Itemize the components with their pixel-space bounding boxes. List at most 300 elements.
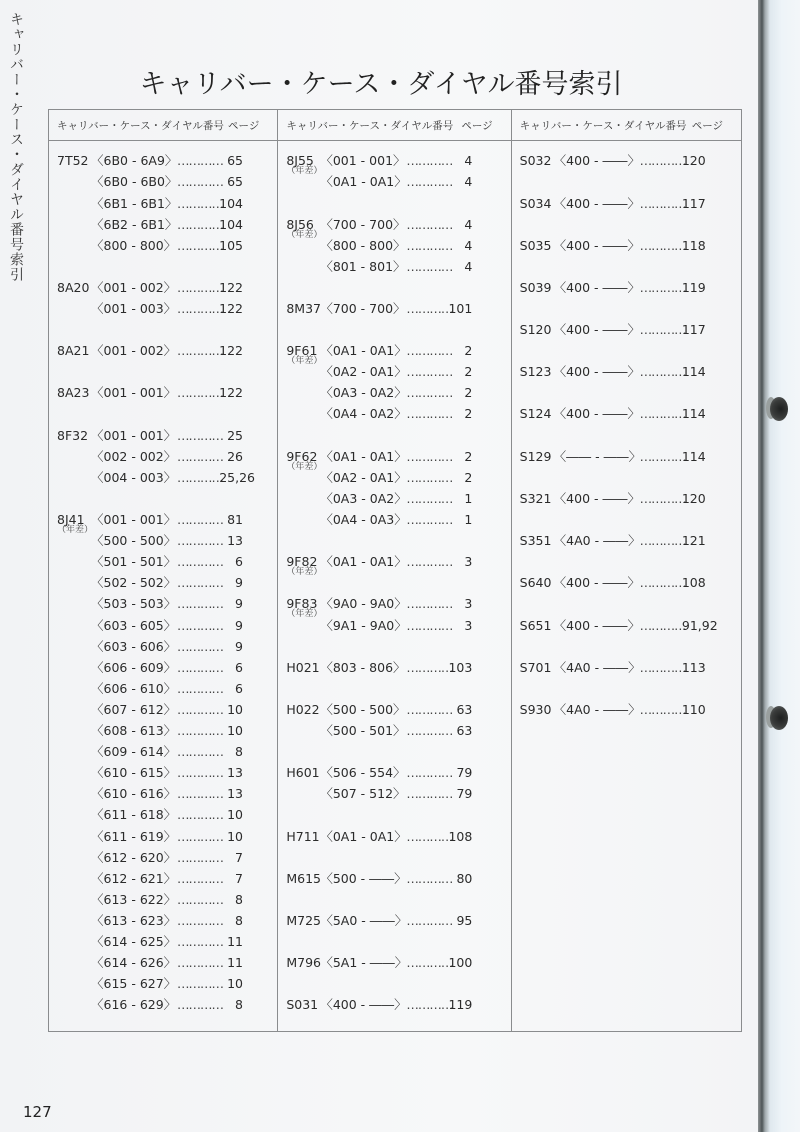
page-reference: 7 [235, 850, 243, 865]
page-reference: 65 [227, 153, 243, 168]
page-title: キャリバー・ケース・ダイヤル番号索引 [139, 69, 623, 100]
case-dial-code: 〈615 - 627〉 [91, 976, 177, 991]
case-dial-code: 〈502 - 502〉 [91, 575, 177, 590]
caliber-number: S124 [519, 406, 552, 421]
case-dial-code: 〈800 - 800〉 [91, 238, 177, 253]
page-reference: 25 [227, 428, 243, 443]
page-reference: 3 [464, 618, 473, 633]
leader-dots: ………… [177, 786, 223, 801]
index-entry [49, 572, 277, 593]
index-entry [512, 530, 741, 551]
caliber-number: S120 [519, 322, 552, 337]
page-reference: 91,92 [681, 618, 718, 633]
leader-dots: ………… [177, 470, 223, 485]
page-reference: 122 [219, 343, 243, 358]
case-dial-code: 〈700 - 700〉 [320, 217, 406, 232]
leader-dots: ………… [406, 153, 453, 168]
case-dial-code: 〈612 - 621〉 [91, 871, 177, 886]
page-reference: 114 [681, 449, 706, 464]
case-dial-code: 〈6B1 - 6B1〉 [91, 196, 178, 211]
leader-dots: ………… [177, 871, 223, 886]
leader-dots: ………… [177, 343, 223, 358]
page-reference: 10 [227, 829, 243, 844]
header-page: ページ [461, 119, 493, 132]
case-dial-code: 〈400 - ――〉 [553, 196, 640, 211]
leader-dots: ………… [639, 533, 686, 548]
annual-accuracy-note: （年差） [286, 567, 323, 577]
case-dial-code: 〈803 - 806〉 [320, 660, 406, 675]
annual-accuracy-note: （年差） [286, 462, 323, 472]
page-reference: 1 [464, 491, 473, 506]
page-reference: 10 [227, 976, 243, 991]
page-reference: 63 [456, 702, 473, 717]
leader-dots: ………… [406, 955, 453, 970]
leader-dots: ………… [406, 723, 453, 738]
page-reference: 119 [448, 997, 473, 1012]
leader-dots: ………… [639, 322, 686, 337]
index-entry [278, 699, 510, 720]
leader-dots: ………… [406, 512, 453, 527]
leader-dots: ………… [406, 913, 453, 928]
page-reference: 4 [464, 259, 473, 274]
header-label: キャリバー・ケース・ダイヤル番号 [519, 119, 687, 132]
index-entry [278, 868, 510, 889]
page-reference: 81 [227, 512, 243, 527]
caliber-number: S039 [519, 280, 552, 295]
page-reference: 100 [448, 955, 473, 970]
leader-dots: ………… [639, 406, 686, 421]
case-dial-code: 〈609 - 614〉 [91, 744, 177, 759]
index-entry [512, 403, 741, 424]
page-reference: 120 [681, 491, 706, 506]
leader-dots: ………… [406, 829, 453, 844]
index-entry [49, 425, 277, 446]
case-dial-code: 〈400 - ――〉 [553, 491, 640, 506]
index-entry [49, 298, 277, 319]
case-dial-code: 〈700 - 700〉 [320, 301, 406, 316]
leader-dots: ………… [177, 428, 223, 443]
page-reference: 79 [456, 786, 473, 801]
case-dial-code: 〈400 - ――〉 [553, 575, 640, 590]
page-reference: 4 [464, 153, 473, 168]
leader-dots: ………… [406, 364, 453, 379]
caliber-number: H021 [286, 660, 320, 675]
index-entry [278, 657, 510, 678]
caliber-number: M725 [286, 913, 321, 928]
index-entry [278, 615, 510, 636]
leader-dots: ………… [639, 449, 686, 464]
index-entry [278, 551, 510, 577]
case-dial-code: 〈611 - 618〉 [91, 807, 177, 822]
index-entry [49, 762, 277, 783]
page-reference: 104 [219, 217, 243, 232]
case-dial-code: 〈610 - 615〉 [91, 765, 177, 780]
leader-dots: ………… [406, 217, 453, 232]
leader-dots: ………… [406, 470, 453, 485]
caliber-number: H601 [286, 765, 320, 780]
case-dial-code: 〈400 - ――〉 [553, 280, 640, 295]
case-dial-code: 〈004 - 003〉 [91, 470, 177, 485]
page-reference: 9 [235, 639, 243, 654]
page-reference: 114 [681, 406, 706, 421]
index-entry [278, 910, 510, 931]
index-entry [512, 319, 741, 340]
caliber-number: 9F61 [286, 343, 318, 358]
case-dial-code: 〈500 - 501〉 [320, 723, 406, 738]
case-dial-code: 〈0A1 - 0A1〉 [320, 829, 407, 844]
page-reference: 108 [681, 575, 706, 590]
case-dial-code: 〈613 - 623〉 [91, 913, 177, 928]
leader-dots: ………… [177, 575, 223, 590]
index-entry [49, 340, 277, 361]
page-reference: 1 [464, 512, 473, 527]
page-reference: 121 [681, 533, 706, 548]
index-entry [49, 699, 277, 720]
header-label: キャリバー・ケース・ダイヤル番号 [57, 119, 224, 132]
case-dial-code: 〈4A0 - ――〉 [553, 702, 641, 717]
page-reference: 2 [464, 343, 473, 358]
leader-dots: ………… [639, 702, 686, 717]
case-dial-code: 〈5A0 - ――〉 [320, 913, 408, 928]
page-reference: 25,26 [219, 470, 255, 485]
index-entry [512, 488, 741, 509]
header-label: キャリバー・ケース・ダイヤル番号 [286, 119, 454, 132]
page-reference: 117 [681, 196, 706, 211]
caliber-number: S123 [519, 364, 552, 379]
index-entry [49, 636, 277, 657]
leader-dots: ………… [406, 618, 453, 633]
index-entry [278, 361, 510, 382]
index-entry [278, 467, 510, 488]
caliber-number: S032 [519, 153, 552, 168]
index-entry [49, 973, 277, 994]
leader-dots: ………… [177, 702, 223, 717]
page-reference: 79 [456, 765, 473, 780]
leader-dots: ………… [177, 301, 223, 316]
index-entry [512, 446, 741, 467]
case-dial-code: 〈400 - ――〉 [553, 364, 640, 379]
caliber-number: M615 [286, 871, 321, 886]
leader-dots: ………… [406, 343, 453, 358]
page-reference: 117 [681, 322, 706, 337]
case-dial-code: 〈612 - 620〉 [91, 850, 177, 865]
leader-dots: ………… [406, 449, 453, 464]
case-dial-code: 〈613 - 622〉 [91, 892, 177, 907]
index-entry [278, 952, 510, 973]
column-header [278, 110, 510, 141]
index-entry [49, 678, 277, 699]
case-dial-code: 〈001 - 001〉 [91, 428, 177, 443]
page-reference: 9 [235, 596, 243, 611]
leader-dots: ………… [177, 596, 223, 611]
case-dial-code: 〈400 - ――〉 [553, 406, 640, 421]
column-header [49, 110, 277, 141]
page-reference: 122 [219, 301, 243, 316]
leader-dots: ………… [406, 997, 453, 1012]
index-entry [278, 509, 510, 530]
annual-accuracy-note: （年差） [57, 525, 94, 535]
case-dial-code: 〈0A3 - 0A2〉 [320, 491, 407, 506]
caliber-number: S651 [519, 618, 552, 633]
caliber-number: S035 [519, 238, 552, 253]
leader-dots: ………… [177, 765, 223, 780]
caliber-number: S701 [519, 660, 552, 675]
leader-dots: ………… [177, 913, 223, 928]
case-dial-code: 〈614 - 626〉 [91, 955, 177, 970]
case-dial-code: 〈―― - ――〉 [553, 449, 642, 464]
case-dial-code: 〈500 - 500〉 [91, 533, 177, 548]
leader-dots: ………… [639, 618, 686, 633]
index-entry [49, 994, 277, 1015]
leader-dots: ………… [639, 364, 686, 379]
case-dial-code: 〈400 - ――〉 [553, 153, 640, 168]
leader-dots: ………… [406, 259, 453, 274]
index-entry [278, 298, 510, 319]
index-entry [49, 277, 277, 298]
index-entry [278, 150, 510, 176]
page-reference: 108 [448, 829, 473, 844]
leader-dots: ………… [177, 280, 223, 295]
leader-dots: ………… [406, 871, 453, 886]
case-dial-code: 〈9A0 - 9A0〉 [320, 596, 407, 611]
leader-dots: ………… [177, 660, 223, 675]
leader-dots: ………… [177, 829, 223, 844]
case-dial-code: 〈400 - ――〉 [553, 238, 640, 253]
case-dial-code: 〈507 - 512〉 [320, 786, 406, 801]
page-reference: 104 [219, 196, 243, 211]
caliber-number: S640 [519, 575, 552, 590]
page-reference: 13 [227, 533, 243, 548]
case-dial-code: 〈400 - ――〉 [320, 997, 407, 1012]
index-entry [49, 741, 277, 762]
caliber-number: S930 [519, 702, 552, 717]
case-dial-code: 〈001 - 002〉 [91, 343, 177, 358]
leader-dots: ………… [177, 618, 223, 633]
page-reference: 8 [235, 892, 243, 907]
caliber-number: 8J55 [286, 153, 314, 168]
page-reference: 3 [464, 596, 473, 611]
caliber-number: H711 [286, 829, 320, 844]
case-dial-code: 〈603 - 606〉 [91, 639, 177, 654]
leader-dots: ………… [406, 702, 453, 717]
index-entry [512, 615, 741, 636]
column-header [512, 110, 741, 141]
case-dial-code: 〈616 - 629〉 [91, 997, 177, 1012]
index-entry [49, 952, 277, 973]
index-entry [49, 615, 277, 636]
page-reference: 6 [235, 681, 243, 696]
page-reference: 6 [235, 554, 243, 569]
index-entry [49, 804, 277, 825]
caliber-number: 8A20 [57, 280, 90, 295]
caliber-number: S129 [519, 449, 552, 464]
case-dial-code: 〈6B0 - 6A9〉 [91, 153, 178, 168]
case-dial-code: 〈9A1 - 9A0〉 [320, 618, 407, 633]
index-column-3 [512, 110, 741, 1031]
index-entry [49, 171, 277, 192]
index-entry [49, 847, 277, 868]
case-dial-code: 〈001 - 001〉 [91, 512, 177, 527]
leader-dots: ………… [406, 238, 453, 253]
case-dial-code: 〈0A4 - 0A3〉 [320, 512, 407, 527]
page-reference: 105 [219, 238, 243, 253]
page-reference: 80 [456, 871, 473, 886]
index-entry [49, 889, 277, 910]
case-dial-code: 〈606 - 609〉 [91, 660, 177, 675]
leader-dots: ………… [639, 660, 686, 675]
index-entry [512, 150, 741, 171]
index-entry [512, 277, 741, 298]
page-reference: 11 [227, 955, 243, 970]
leader-dots: ………… [639, 196, 686, 211]
page-reference: 8 [235, 913, 243, 928]
page-reference: 103 [448, 660, 473, 675]
index-entry [278, 783, 510, 804]
caliber-number: 8A23 [57, 385, 90, 400]
case-dial-code: 〈0A1 - 0A1〉 [320, 449, 407, 464]
case-dial-code: 〈0A3 - 0A2〉 [320, 385, 407, 400]
leader-dots: ………… [177, 850, 223, 865]
page-reference: 2 [464, 470, 473, 485]
caliber-number: S034 [519, 196, 552, 211]
case-dial-code: 〈0A2 - 0A1〉 [320, 470, 407, 485]
index-table [48, 109, 742, 1032]
page-reference: 7 [235, 871, 243, 886]
page-reference: 26 [227, 449, 243, 464]
index-entry [512, 699, 741, 720]
page-reference: 2 [464, 406, 473, 421]
index-entry [49, 783, 277, 804]
leader-dots: ………… [177, 196, 223, 211]
caliber-number: H022 [286, 702, 320, 717]
index-entry [512, 235, 741, 256]
leader-dots: ………… [406, 301, 453, 316]
case-dial-code: 〈500 - 500〉 [320, 702, 406, 717]
case-dial-code: 〈0A1 - 0A1〉 [320, 174, 407, 189]
case-dial-code: 〈6B2 - 6B1〉 [91, 217, 178, 232]
index-entry [49, 931, 277, 952]
page-reference: 9 [235, 575, 243, 590]
annual-accuracy-note: （年差） [286, 609, 323, 619]
case-dial-code: 〈603 - 605〉 [91, 618, 177, 633]
index-entry [49, 446, 277, 467]
index-entry [278, 235, 510, 256]
header-page: ページ [228, 119, 260, 132]
caliber-number: 8J56 [286, 217, 314, 232]
index-entry [278, 762, 510, 783]
page-reference: 3 [464, 554, 473, 569]
binder-hole-icon [770, 397, 788, 421]
leader-dots: ………… [177, 449, 223, 464]
index-entry [278, 446, 510, 472]
case-dial-code: 〈0A1 - 0A1〉 [320, 343, 407, 358]
leader-dots: ………… [177, 807, 223, 822]
page-reference: 8 [235, 997, 243, 1012]
index-column-2 [278, 110, 511, 1031]
leader-dots: ………… [177, 681, 223, 696]
index-entry [49, 868, 277, 889]
index-entry [278, 593, 510, 619]
caliber-number: M796 [286, 955, 321, 970]
case-dial-code: 〈400 - ――〉 [553, 322, 640, 337]
annual-accuracy-note: （年差） [286, 230, 323, 240]
case-dial-code: 〈503 - 503〉 [91, 596, 177, 611]
caliber-number: 8A21 [57, 343, 90, 358]
index-entry [278, 994, 510, 1015]
leader-dots: ………… [639, 238, 686, 253]
case-dial-code: 〈611 - 619〉 [91, 829, 177, 844]
leader-dots: ………… [177, 217, 223, 232]
leader-dots: ………… [177, 934, 223, 949]
page-reference: 11 [227, 934, 243, 949]
leader-dots: ………… [177, 955, 223, 970]
leader-dots: ………… [406, 385, 453, 400]
case-dial-code: 〈002 - 002〉 [91, 449, 177, 464]
leader-dots: ………… [177, 997, 223, 1012]
case-dial-code: 〈4A0 - ――〉 [553, 660, 641, 675]
page-reference: 119 [681, 280, 706, 295]
case-dial-code: 〈0A4 - 0A2〉 [320, 406, 407, 421]
index-entry [278, 488, 510, 509]
case-dial-code: 〈608 - 613〉 [91, 723, 177, 738]
page-reference: 10 [227, 702, 243, 717]
caliber-number: S321 [519, 491, 552, 506]
index-entry [512, 572, 741, 593]
index-entry [49, 235, 277, 256]
index-entry [278, 720, 510, 741]
caliber-number: 8J41 [57, 512, 85, 527]
page-reference: 4 [464, 174, 473, 189]
index-entry [49, 593, 277, 614]
index-entry [278, 340, 510, 366]
leader-dots: ………… [406, 174, 453, 189]
leader-dots: ………… [177, 238, 223, 253]
case-dial-code: 〈0A1 - 0A1〉 [320, 554, 407, 569]
case-dial-code: 〈501 - 501〉 [91, 554, 177, 569]
leader-dots: ………… [639, 491, 686, 506]
page-reference: 118 [681, 238, 706, 253]
caliber-number: S351 [519, 533, 552, 548]
page-reference: 120 [681, 153, 706, 168]
case-dial-code: 〈001 - 002〉 [91, 280, 177, 295]
leader-dots: ………… [177, 174, 223, 189]
index-entry [49, 720, 277, 741]
leader-dots: ………… [177, 892, 223, 907]
index-entry [512, 657, 741, 678]
case-dial-code: 〈800 - 800〉 [320, 238, 406, 253]
case-dial-code: 〈001 - 003〉 [91, 301, 177, 316]
case-dial-code: 〈506 - 554〉 [320, 765, 406, 780]
case-dial-code: 〈801 - 801〉 [320, 259, 406, 274]
leader-dots: ………… [177, 533, 223, 548]
case-dial-code: 〈6B0 - 6B0〉 [91, 174, 178, 189]
annual-accuracy-note: （年差） [286, 356, 323, 366]
case-dial-code: 〈5A1 - ――〉 [320, 955, 408, 970]
leader-dots: ………… [406, 596, 453, 611]
index-entry [49, 551, 277, 572]
leader-dots: ………… [177, 385, 223, 400]
binder-hole-icon [770, 706, 788, 730]
caliber-number: 9F83 [286, 596, 318, 611]
header-page: ページ [691, 119, 723, 132]
page-reference: 114 [681, 364, 706, 379]
index-column-1 [49, 110, 278, 1031]
page-reference: 10 [227, 807, 243, 822]
leader-dots: ………… [177, 976, 223, 991]
page-reference: 13 [227, 786, 243, 801]
index-entry [512, 361, 741, 382]
index-entry [49, 657, 277, 678]
